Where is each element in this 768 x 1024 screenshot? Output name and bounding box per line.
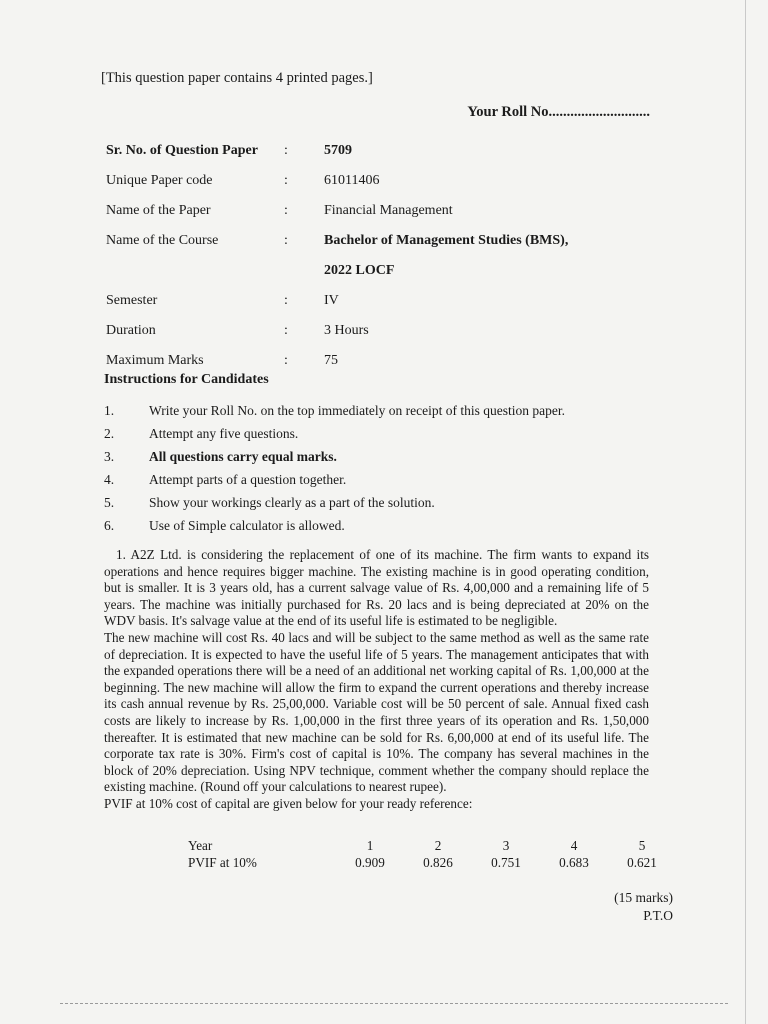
paper-details-table [106, 136, 568, 376]
detail-label: Unique Paper code [106, 173, 213, 188]
detail-separator: : [284, 323, 288, 338]
detail-row-paper-name [106, 196, 568, 226]
detail-separator: : [284, 143, 288, 158]
marks-block [614, 889, 673, 925]
pvif-value-cell: 0.826 [423, 854, 453, 870]
instruction-number: 1. [104, 402, 115, 418]
detail-separator: : [284, 173, 288, 188]
pvif-year-cell: 3 [502, 837, 510, 853]
instruction-item [104, 468, 565, 491]
detail-value: IV [324, 293, 339, 308]
detail-value: 61011406 [324, 173, 380, 188]
pvif-row-label: PVIF at 10% [188, 854, 257, 870]
pvif-value-row [160, 854, 676, 871]
instruction-text: Attempt any five questions. [149, 425, 299, 441]
instruction-text: Use of Simple calculator is allowed. [149, 517, 345, 533]
instruction-text: Show your workings clearly as a part of the solution. [149, 494, 435, 510]
detail-row-sr-no [106, 136, 568, 166]
instruction-item [104, 514, 565, 537]
detail-separator: : [284, 203, 288, 218]
detail-label: Name of the Paper [106, 203, 211, 218]
page-edge-line [745, 0, 746, 1024]
question-marks: (15 marks) [614, 890, 673, 905]
detail-label: Maximum Marks [106, 353, 204, 368]
pvif-value-cell: 0.909 [355, 854, 385, 870]
detail-separator: : [284, 233, 288, 248]
page-count-note: [This question paper contains 4 printed pages.] [101, 70, 373, 86]
question-paragraph: The new machine will cost Rs. 40 lacs and will be subject to the same method as well as the same rate of depreciation. It is expected to have the useful life of 5 years. The management anticipates that with the expanded operations there will be a need of an additional net working capital of Rs. 1,00,000 at the beginning. The new machine will allow the firm to expand the current operations and thereby increase its cash annual revenue by Rs. 25,00,000. Variable cost will be 50 percent of sale. Annual fixed cash costs are likely to increase by Rs. 1,00,000 in the first three years of its operation and Rs. 1,50,000 thereafter. It is estimated that new machine can be sold for Rs. 6,00,000 at end of its useful life. The corporate tax rate is 30%. Firm's cost of capital is 10%. The company has several machines in the block of 20% depreciation. Using NPV technique, comment whether the company should replace the existing machine. (Round off your calculations to nearest rupee). [104, 629, 649, 795]
detail-value: Financial Management [324, 203, 453, 218]
instruction-item [104, 445, 565, 468]
instruction-number: 5. [104, 494, 115, 510]
instruction-item [104, 491, 565, 514]
detail-row-paper-code [106, 166, 568, 196]
detail-label: Semester [106, 293, 158, 308]
question-1 [104, 547, 649, 813]
instruction-text: All questions carry equal marks. [149, 448, 337, 464]
instruction-text: Write your Roll No. on the top immediately on receipt of this question paper. [149, 402, 565, 418]
pvif-table [160, 837, 676, 871]
detail-value: 5709 [324, 143, 352, 158]
pvif-value-cell: 0.751 [491, 854, 521, 870]
detail-row-semester [106, 286, 568, 316]
detail-label: Name of the Course [106, 233, 219, 248]
instructions-list [104, 399, 565, 537]
detail-row-course-name [106, 226, 568, 256]
instruction-number: 2. [104, 425, 115, 441]
pvif-year-cell: 4 [570, 837, 578, 853]
question-paragraph: 1. A2Z Ltd. is considering the replacement of one of its machine. The firm wants to expand its operations and hence requires bigger machine. The existing machine is in good operating condition, but is smaller. It is 3 years old, has a current salvage value of Rs. 4,00,000 and a remaining life of 5 years. The machine was initially purchased for Rs. 20 lacs and is being depreciated at 20% on the WDV basis. It's salvage value at the end of its useful life is estimated to be negligible. [104, 547, 649, 629]
detail-row-duration [106, 316, 568, 346]
instruction-number: 4. [104, 471, 115, 487]
detail-separator: : [284, 353, 288, 368]
pvif-year-cell: 2 [434, 837, 442, 853]
detail-value: 3 Hours [324, 323, 369, 338]
instruction-number: 6. [104, 517, 115, 533]
bottom-scan-line [60, 1003, 728, 1005]
instructions-heading: Instructions for Candidates [104, 372, 269, 387]
pvif-row-label: Year [188, 837, 213, 853]
pvif-year-row [160, 837, 676, 854]
detail-value: Bachelor of Management Studies (BMS), [324, 233, 569, 248]
pvif-intro: PVIF at 10% cost of capital are given below for your ready reference: [104, 795, 473, 811]
pvif-value-cell: 0.683 [559, 854, 589, 870]
detail-label: Duration [106, 323, 156, 338]
detail-label: Sr. No. of Question Paper [106, 143, 258, 158]
instruction-number: 3. [104, 448, 115, 464]
detail-value: 75 [324, 353, 338, 368]
detail-row-course-name-cont [106, 256, 568, 286]
instruction-item [104, 399, 565, 422]
instruction-item [104, 422, 565, 445]
roll-number-line: Your Roll No............................ [467, 104, 650, 120]
pvif-year-cell: 5 [638, 837, 646, 853]
pvif-year-cell: 1 [366, 837, 374, 853]
instruction-text: Attempt parts of a question together. [149, 471, 347, 487]
detail-value: 2022 LOCF [324, 263, 395, 278]
detail-separator: : [284, 293, 288, 308]
pvif-value-cell: 0.621 [627, 854, 657, 870]
pto-note: P.T.O [643, 908, 673, 923]
